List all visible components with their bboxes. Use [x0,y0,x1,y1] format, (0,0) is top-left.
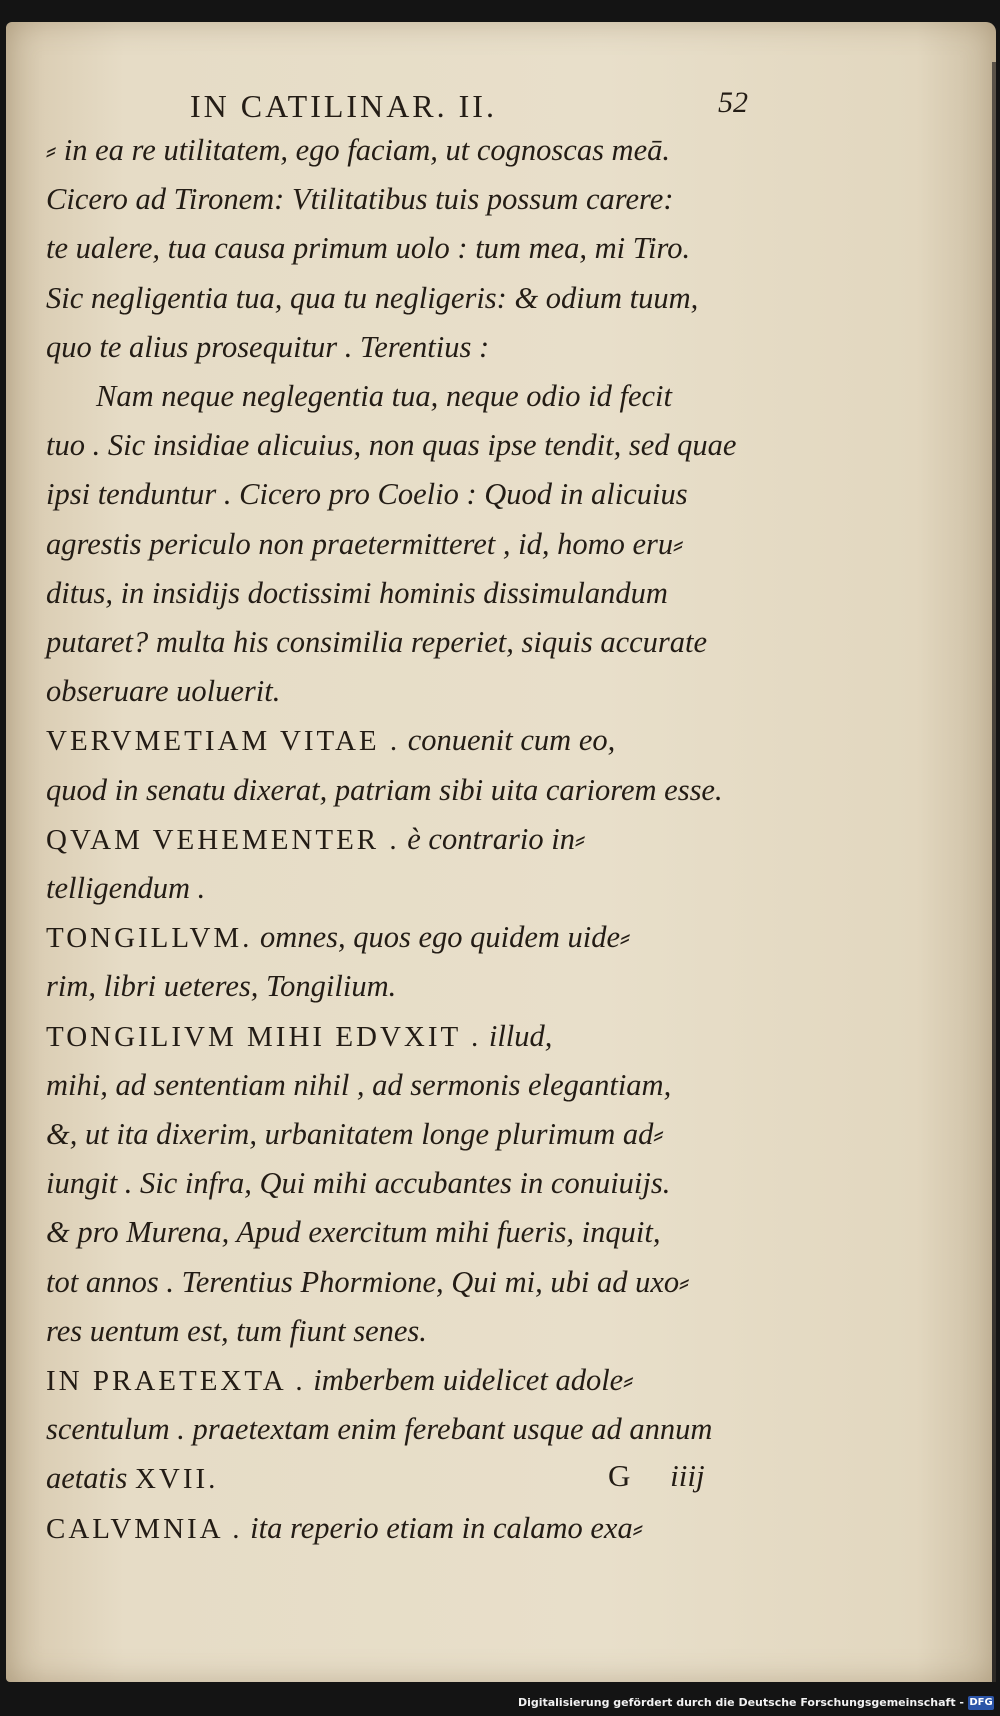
signature-mark [608,1458,705,1494]
lemma-caps: TONGILIVM MIHI EDVXIT . [46,1020,482,1053]
line-text: obseruare uoluerit. [46,674,281,709]
folio-number: 52 [718,86,748,119]
lemma-caps: IN PRAETEXTA . [46,1365,306,1397]
text-line [46,524,683,566]
running-header [190,88,790,128]
line-text: ita reperio etiam in calamo exa⸗ [242,1510,643,1545]
text-line [46,1065,671,1107]
text-line [46,1458,218,1500]
digitization-credit: Digitalisierung gefördert durch die Deutsche Forschungsgemeinschaft - [517,1696,964,1709]
line-text: tuo . Sic insidiae alicuius, non quas ipse tendit, sed quae [46,428,737,463]
line-text: telligendum . [46,871,206,905]
text-line [96,376,672,418]
text-line [46,1360,633,1402]
line-text: agrestis periculo non praetermitteret , id, homo eru⸗ [46,526,684,561]
line-text: & pro Murena, Apud exercitum mihi fueris, inquit, [46,1215,661,1250]
text-line [46,770,723,812]
line-text: Sic negligentia tua, qua tu negligeris: & odium tuum, [46,280,699,315]
line-text: &, ut ita dixerim, urbanitatem longe plurimum ad⸗ [46,1117,664,1151]
line-text: res uentum est, tum fiunt senes. [46,1313,427,1348]
text-line [46,228,690,270]
line-text: Nam neque neglegentia tua, neque odio id fecit [96,379,672,413]
text-line [46,671,280,713]
text-line [46,573,668,615]
text-line [46,819,585,861]
line-text: illud, [481,1018,553,1053]
page-edge [992,62,996,1682]
line-text: putaret? multa his consimilia reperiet, siquis accurate [46,625,708,659]
text-line [46,1311,427,1353]
line-text: è contrario in⸗ [399,821,586,856]
numeral-caps: XVII. [134,1463,219,1496]
line-text: conuenit cum eo, [400,723,616,758]
text-line [46,720,615,762]
text-line [46,278,698,320]
text-line [46,179,673,221]
lemma-caps: TONGILLVM. [46,922,253,955]
lemma-caps: VERVMETIAM VITAE . [46,725,401,758]
text-line [46,1212,660,1254]
line-text: ipsi tenduntur . Cicero pro Coelio : Quod in alicuius [46,477,688,512]
text-line [46,917,630,959]
line-text: Cicero ad Tironem: Vtilitatibus tuis possum carere: [46,182,674,217]
text-line [46,474,688,516]
line-text: scentulum . praetextam enim ferebant usque ad annum [46,1412,713,1447]
line-text: te ualere, tua causa primum uolo : tum mea, mi Tiro. [46,231,691,266]
text-line [46,1409,712,1451]
line-text: ditus, in insidijs doctissimi hominis dissimulandum [46,575,668,610]
text-line [46,1262,689,1304]
text-line [46,425,736,467]
line-text: tot annos . Terentius Phormione, Qui mi, ubi ad uxo⸗ [46,1264,690,1299]
line-text: aetatis [46,1461,135,1496]
digitization-footer [0,1694,1000,1716]
text-line [46,1163,670,1205]
text-line [46,1508,643,1550]
lemma-caps: QVAM VEHEMENTER . [46,823,400,856]
line-text: ⸗ in ea re utilitatem, ego faciam, ut cognoscas meā. [46,133,670,167]
signature-number: iiij [670,1458,705,1493]
line-text: omnes, quos ego quidem uide⸗ [252,920,631,955]
line-text: quod in senatu dixerat, patriam sibi uita cariorem esse. [46,772,723,807]
text-line [46,966,396,1008]
line-text: mihi, ad sententiam nihil , ad sermonis elegantiam, [46,1067,672,1102]
line-text: rim, libri ueteres, Tongilium. [46,969,397,1004]
text-line [46,130,670,172]
text-line [46,868,205,910]
text-line [46,622,707,664]
dfg-logo: DFG [969,1697,993,1708]
line-text: iungit . Sic infra, Qui mihi accubantes in conuiuijs. [46,1166,671,1201]
lemma-caps: CALVMNIA . [46,1512,243,1545]
signature-letter: G [608,1458,631,1493]
text-line [46,1016,552,1058]
running-title: IN CATILINAR. II. [190,88,497,124]
line-text: imberbem uidelicet adole⸗ [305,1363,634,1397]
text-line [46,1114,664,1156]
line-text: quo te alius prosequitur . Terentius : [46,329,490,364]
text-line [46,327,489,369]
